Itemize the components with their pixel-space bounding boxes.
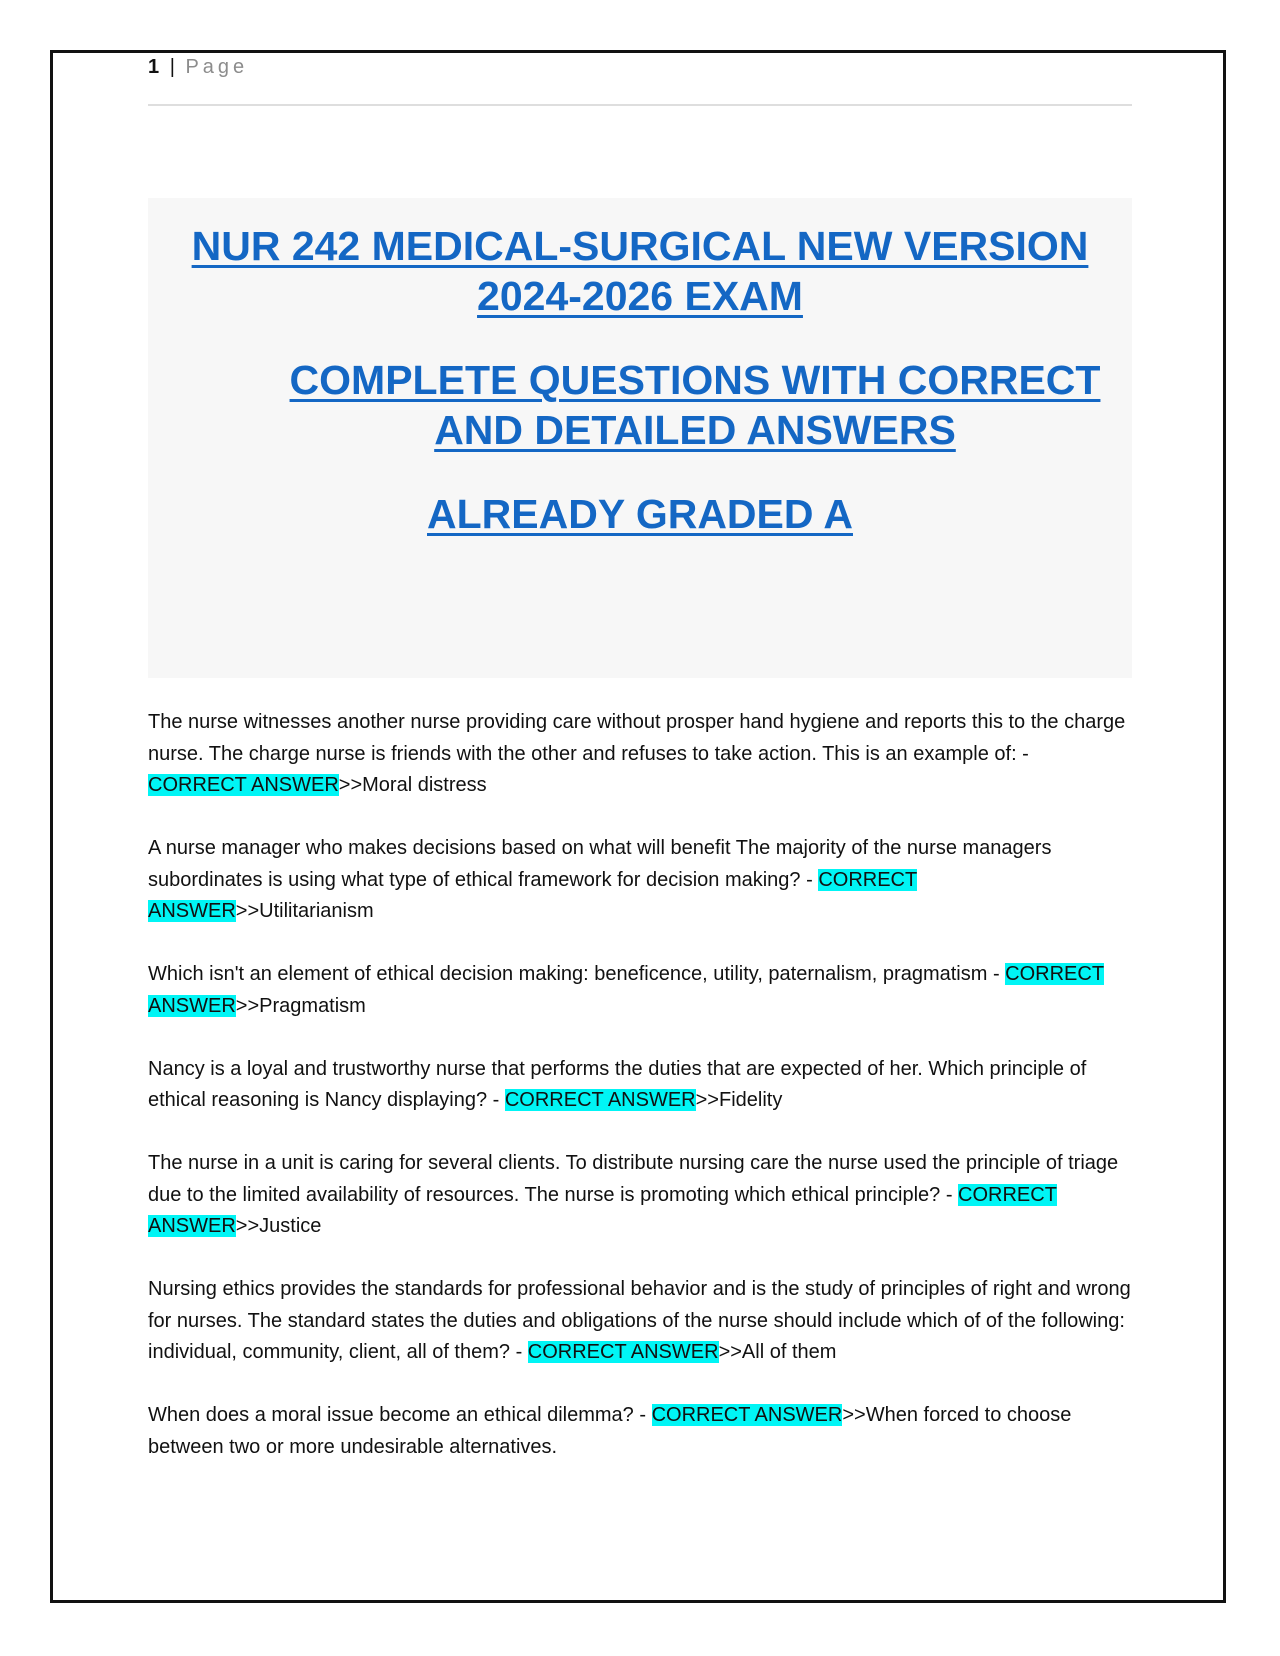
qa-item xyxy=(148,1054,1132,1117)
qa-item xyxy=(148,707,1132,802)
answer-text: >>All of them xyxy=(718,1341,837,1363)
qa-item xyxy=(148,833,1132,928)
title-line-2: 2024-2026 EXAM xyxy=(477,273,803,319)
answer-text: >>Utilitarianism xyxy=(235,900,374,922)
qa-item xyxy=(148,959,1132,1022)
answer-text: >>When forced to choose between two or more undesirable alternatives. xyxy=(148,1404,1072,1458)
qa-item xyxy=(148,1400,1132,1463)
correct-answer-label: CORRECT ANSWER xyxy=(148,868,918,922)
answer-text: >>Pragmatism xyxy=(235,994,366,1017)
question-text: A nurse manager who makes decisions based on what will benefit The majority of the nurse managers subordinates is using what type of ethical framework for decision making? - xyxy=(148,837,1052,891)
question-text: Nursing ethics provides the standards for professional behavior and is the study of principles of right and wrong for nurses. The standard states the duties and obligations of the nurse should include which of of the following: individual, community, client, all of them? - xyxy=(148,1278,1131,1363)
page-header xyxy=(148,56,248,79)
page-number: 1 xyxy=(148,56,160,78)
question-text: Which isn't an element of ethical decision making: beneficence, utility, paternalism, pragmatism - xyxy=(148,963,1006,985)
title-line-4: AND DETAILED ANSWERS xyxy=(434,407,956,453)
correct-answer-label: CORRECT ANSWER xyxy=(148,1183,1057,1237)
question-text: The nurse in a unit is caring for several clients. To distribute nursing care the nurse used the principle of triage due to the limited availability of resources. The nurse is promoting which ethical principle? - xyxy=(148,1152,1119,1206)
answer-text: >>Moral distress xyxy=(338,774,487,796)
title-block xyxy=(148,198,1132,678)
correct-answer-label: CORRECT ANSWER xyxy=(148,963,1105,1017)
qa-item xyxy=(148,1274,1132,1369)
correct-answer-label: CORRECT ANSWER xyxy=(148,774,339,796)
header-divider xyxy=(148,104,1132,106)
question-text: Nancy is a loyal and trustworthy nurse that performs the duties that are expected of her. Which principle of ethical reasoning is Nancy displaying? - xyxy=(148,1057,1087,1111)
correct-answer-label: CORRECT ANSWER xyxy=(527,1341,719,1363)
answer-text: >>Justice xyxy=(235,1215,322,1237)
correct-answer-label: CORRECT ANSWER xyxy=(504,1089,696,1111)
answer-text: >>Fidelity xyxy=(695,1089,783,1111)
qa-item xyxy=(148,1148,1132,1243)
question-list xyxy=(148,707,1132,1495)
correct-answer-label: CORRECT ANSWER xyxy=(651,1404,843,1426)
question-text: The nurse witnesses another nurse providing care without prosper hand hygiene and reports this to the charge nurse. The charge nurse is friends with the other and refuses to take action. This is an example of: - xyxy=(148,711,1126,765)
header-separator: | xyxy=(169,56,176,78)
page-word: Page xyxy=(185,56,249,78)
title-line-1: NUR 242 MEDICAL-SURGICAL NEW VERSION xyxy=(191,223,1089,269)
question-text: When does a moral issue become an ethical dilemma? - xyxy=(148,1404,652,1426)
title-line-3: COMPLETE QUESTIONS WITH CORRECT xyxy=(289,357,1101,403)
title-line-5: ALREADY GRADED A xyxy=(427,491,853,537)
